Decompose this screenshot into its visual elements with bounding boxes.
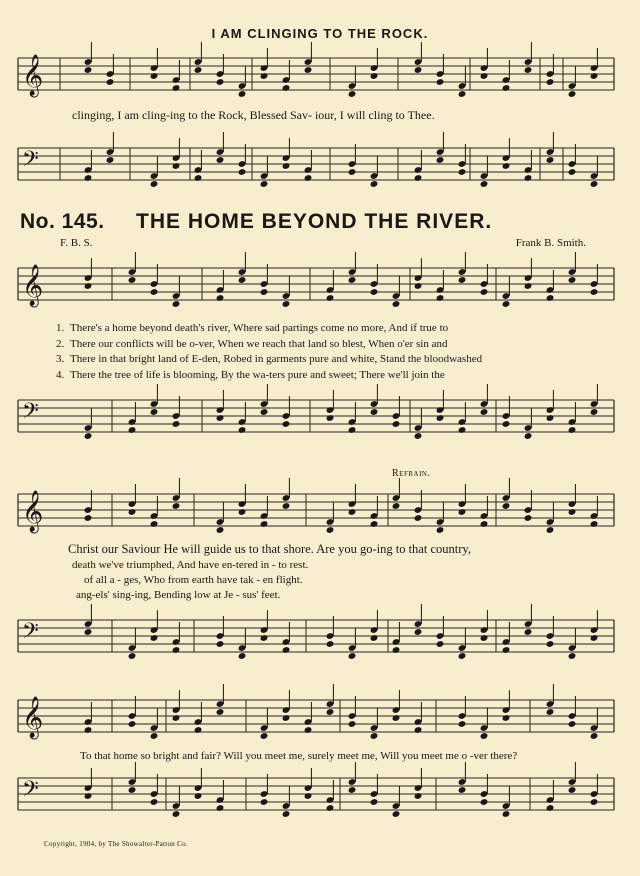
verses-block-1	[56, 321, 482, 383]
top-hymn-title: I AM CLINGING TO THE ROCK.	[211, 26, 429, 41]
note-head	[546, 414, 555, 422]
refrain-lyric: To that home so bright and fair? Will you meet me, surely meet me, Will you meet me o -ver there?	[80, 750, 518, 762]
note-head	[568, 168, 577, 176]
note-head	[150, 288, 159, 296]
music-credit: Frank B. Smith.	[515, 237, 586, 249]
note-head	[370, 408, 379, 416]
note-head	[172, 646, 181, 654]
note-head	[414, 432, 423, 440]
note-head	[172, 714, 181, 722]
note-head	[348, 652, 357, 660]
bass-clef-icon: 𝄢	[22, 619, 39, 649]
note-head	[84, 726, 93, 734]
note-head	[480, 288, 489, 296]
note-head	[458, 90, 467, 98]
note-head	[348, 508, 357, 516]
note-head	[216, 804, 225, 812]
note-head	[414, 174, 423, 182]
note-head	[370, 732, 379, 740]
note-head	[546, 294, 555, 302]
hymn-title: THE HOME BEYOND THE RIVER.	[136, 210, 493, 233]
note-head	[172, 300, 181, 308]
note-head	[568, 720, 577, 728]
note-head	[260, 732, 269, 740]
verse2-line-4: ang-els' sing-ing, Bending low at Je - sus' feet.	[76, 589, 281, 601]
note-head	[524, 282, 533, 290]
note-head	[546, 804, 555, 812]
note-head	[370, 634, 379, 642]
note-head	[282, 810, 291, 818]
note-head	[480, 408, 489, 416]
note-head	[172, 84, 181, 92]
note-head	[458, 276, 467, 284]
verse2-line-1: Christ our Saviour He will guide us to that shore. Are you go-ing to that country,	[68, 542, 471, 556]
note-head	[392, 714, 401, 722]
note-head	[282, 646, 291, 654]
note-head	[282, 502, 291, 510]
note-head	[106, 78, 115, 86]
note-head	[524, 514, 533, 522]
note-head	[546, 78, 555, 86]
note-head	[502, 502, 511, 510]
note-head	[502, 84, 511, 92]
note-head	[458, 786, 467, 794]
note-head	[84, 432, 93, 440]
note-head	[458, 426, 467, 434]
note-head	[370, 72, 379, 80]
note-head	[568, 276, 577, 284]
note-head	[370, 798, 379, 806]
note-head	[238, 90, 247, 98]
note-head	[436, 640, 445, 648]
treble-clef-icon: 𝄞	[22, 697, 44, 738]
note-head	[590, 180, 599, 188]
note-head	[546, 156, 555, 164]
note-head	[172, 420, 181, 428]
note-head	[348, 720, 357, 728]
note-head	[282, 162, 291, 170]
copyright-notice: Copyright, 1904, by The Showalter-Patton Co.	[44, 840, 188, 848]
note-head	[238, 168, 247, 176]
bass-clef-icon: 𝄢	[22, 399, 39, 429]
note-head	[150, 408, 159, 416]
note-head	[172, 810, 181, 818]
note-head	[458, 168, 467, 176]
note-head	[150, 634, 159, 642]
note-head	[414, 282, 423, 290]
note-head	[84, 66, 93, 74]
note-head	[282, 84, 291, 92]
note-head	[524, 174, 533, 182]
note-head	[84, 628, 93, 636]
note-head	[436, 414, 445, 422]
note-head	[436, 78, 445, 86]
note-head	[216, 708, 225, 716]
note-head	[590, 72, 599, 80]
note-head	[480, 72, 489, 80]
note-head	[502, 300, 511, 308]
note-head	[414, 514, 423, 522]
note-head	[172, 502, 181, 510]
note-head	[414, 726, 423, 734]
note-head	[502, 420, 511, 428]
note-head	[568, 786, 577, 794]
verse-line: 1. There's a home beyond death's river, Where sad partings come no more, And if true to	[56, 322, 449, 334]
note-head	[326, 804, 335, 812]
note-head	[150, 520, 159, 528]
note-head	[590, 634, 599, 642]
note-head	[84, 792, 93, 800]
note-head	[480, 798, 489, 806]
note-head	[150, 798, 159, 806]
note-head	[568, 508, 577, 516]
note-head	[546, 526, 555, 534]
note-head	[326, 414, 335, 422]
note-head	[106, 156, 115, 164]
note-head	[216, 414, 225, 422]
note-head	[238, 652, 247, 660]
note-head	[128, 508, 137, 516]
note-head	[436, 526, 445, 534]
note-head	[568, 652, 577, 660]
note-head	[590, 798, 599, 806]
note-head	[260, 798, 269, 806]
note-head	[260, 288, 269, 296]
note-head	[458, 652, 467, 660]
note-head	[216, 156, 225, 164]
top-hymn-lyric: clinging, I am cling-ing to the Rock, Blessed Sav- iour, I will cling to Thee.	[72, 108, 435, 122]
note-head	[326, 526, 335, 534]
verse2-line-3: of all a - ges, Who from earth have tak - en flight.	[84, 574, 303, 586]
note-head	[480, 180, 489, 188]
note-head	[282, 300, 291, 308]
note-head	[260, 72, 269, 80]
note-head	[392, 646, 401, 654]
verse-line: 4. There the tree of life is blooming, By the wa-ters pure and sweet; There we'll join the	[56, 368, 445, 381]
note-head	[260, 520, 269, 528]
note-head	[216, 526, 225, 534]
refrain-label: Refrain.	[392, 468, 431, 479]
note-head	[480, 634, 489, 642]
note-head	[590, 408, 599, 416]
note-head	[326, 294, 335, 302]
note-head	[436, 294, 445, 302]
note-head	[392, 810, 401, 818]
note-head	[348, 426, 357, 434]
hymn-number: No. 145.	[20, 210, 105, 233]
note-head	[260, 408, 269, 416]
note-head	[546, 640, 555, 648]
note-head	[84, 282, 93, 290]
verse2-line-2: death we've triumphed, And have en-tered in - to rest.	[72, 559, 309, 571]
note-head	[304, 174, 313, 182]
note-head	[150, 732, 159, 740]
note-head	[590, 732, 599, 740]
treble-clef-icon: 𝄞	[22, 491, 44, 532]
note-head	[150, 72, 159, 80]
note-head	[524, 432, 533, 440]
note-head	[216, 78, 225, 86]
verse-line: 3. There in that bright land of E-den, Robed in garments pure and white, Stand the bloodwashed	[56, 353, 483, 365]
note-head	[128, 652, 137, 660]
note-head	[502, 162, 511, 170]
note-head	[238, 276, 247, 284]
note-head	[348, 90, 357, 98]
note-head	[524, 628, 533, 636]
note-head	[590, 288, 599, 296]
note-head	[436, 156, 445, 164]
note-head	[172, 162, 181, 170]
note-head	[414, 792, 423, 800]
note-head	[128, 786, 137, 794]
note-head	[370, 180, 379, 188]
note-head	[260, 634, 269, 642]
note-head	[568, 426, 577, 434]
note-head	[502, 810, 511, 818]
note-head	[304, 66, 313, 74]
bass-clef-icon: 𝄢	[22, 777, 39, 807]
note-head	[414, 628, 423, 636]
note-head	[392, 420, 401, 428]
treble-clef-icon: 𝄞	[22, 55, 44, 96]
note-head	[128, 426, 137, 434]
note-head	[282, 714, 291, 722]
note-head	[238, 508, 247, 516]
note-head	[282, 420, 291, 428]
note-head	[568, 90, 577, 98]
note-head	[128, 276, 137, 284]
note-head	[348, 168, 357, 176]
note-head	[194, 792, 203, 800]
note-head	[502, 714, 511, 722]
note-head	[480, 732, 489, 740]
note-head	[524, 66, 533, 74]
note-head	[238, 426, 247, 434]
staff-lines	[18, 54, 614, 810]
note-head	[458, 720, 467, 728]
note-head	[348, 786, 357, 794]
verse-line: 2. There our conflicts will be o-ver, When we reach that land so blest, When o'er sin and	[56, 337, 448, 350]
note-head	[128, 720, 137, 728]
note-heads	[84, 42, 599, 818]
note-head	[150, 180, 159, 188]
note-head	[370, 520, 379, 528]
note-head	[304, 792, 313, 800]
note-head	[414, 66, 423, 74]
note-head	[84, 174, 93, 182]
note-head	[370, 288, 379, 296]
note-head	[458, 508, 467, 516]
note-head	[502, 646, 511, 654]
note-head	[194, 726, 203, 734]
note-head	[392, 300, 401, 308]
note-head	[546, 708, 555, 716]
note-head	[216, 294, 225, 302]
note-head	[260, 180, 269, 188]
note-head	[348, 276, 357, 284]
note-head	[194, 174, 203, 182]
bass-clef-icon: 𝄢	[22, 147, 39, 177]
treble-clef-icon: 𝄞	[22, 265, 44, 306]
note-head	[326, 640, 335, 648]
note-head	[392, 502, 401, 510]
note-head	[590, 520, 599, 528]
words-credit: F. B. S.	[60, 237, 93, 249]
note-head	[194, 66, 203, 74]
note-head	[326, 708, 335, 716]
note-head	[216, 640, 225, 648]
note-head	[84, 514, 93, 522]
note-head	[304, 726, 313, 734]
note-head	[480, 520, 489, 528]
